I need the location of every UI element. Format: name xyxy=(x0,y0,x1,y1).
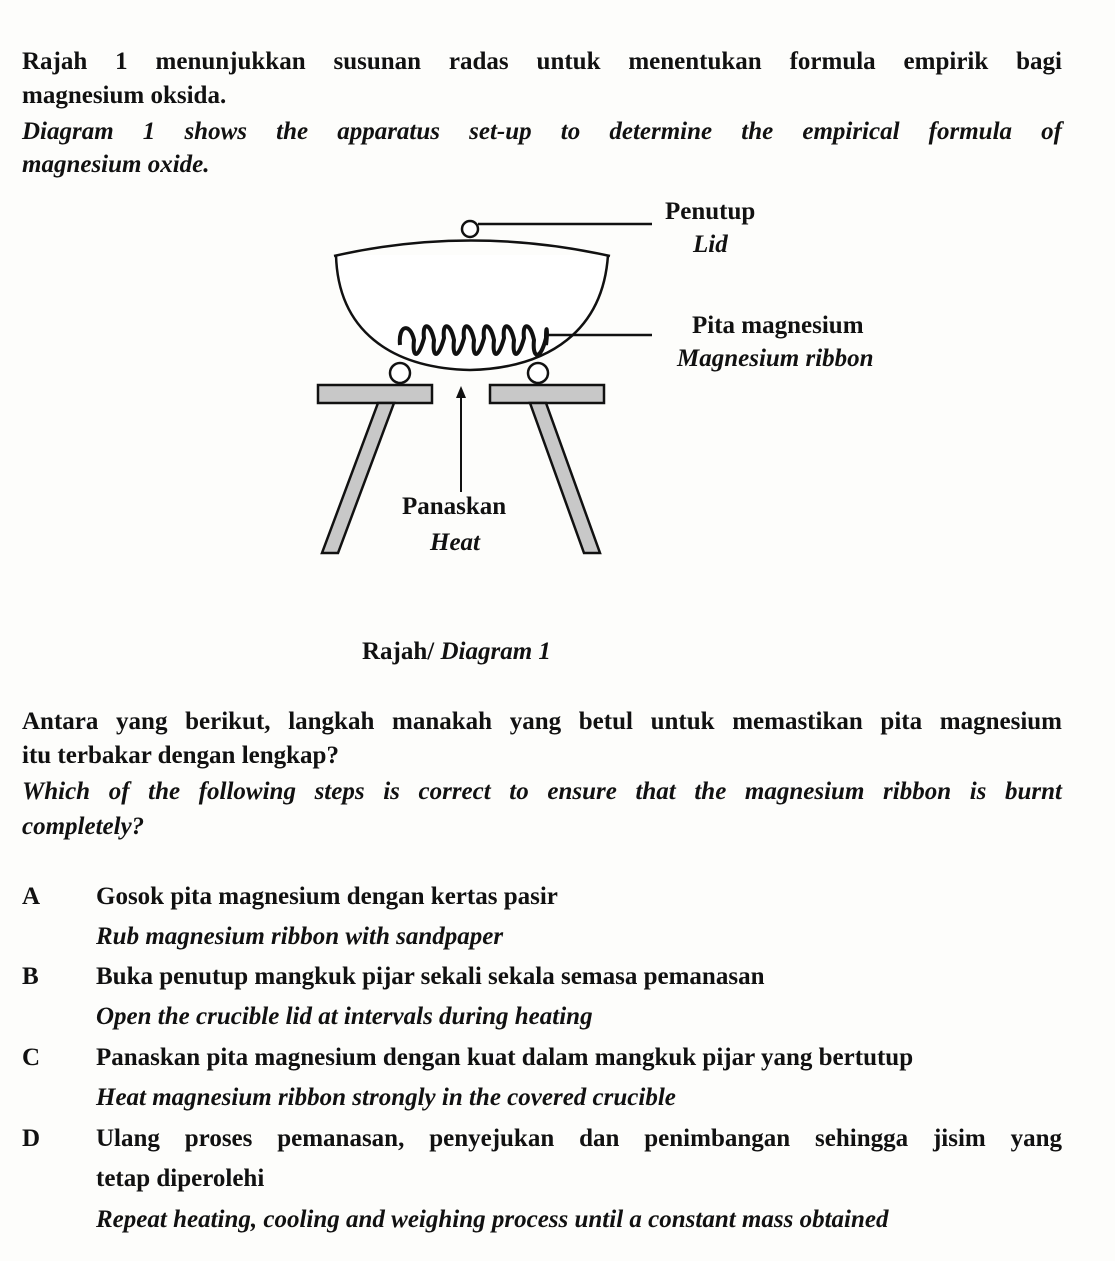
intro-english-line2: magnesium oxide. xyxy=(22,151,210,178)
option-english: Open the crucible lid at intervals during heating xyxy=(96,1003,593,1030)
option-english: Heat magnesium ribbon strongly in the covered crucible xyxy=(96,1084,676,1111)
ribbon-label-english: Magnesium ribbon xyxy=(677,345,874,372)
option-malay: Gosok pita magnesium dengan kertas pasir xyxy=(96,883,558,910)
pipeclay-ring-right xyxy=(528,363,548,383)
option-malay: Panaskan pita magnesium dengan kuat dalam mangkuk pijar yang bertutup xyxy=(96,1044,914,1071)
lid-knob xyxy=(462,221,478,237)
diagram-caption xyxy=(362,637,551,667)
lid-label-malay: Penutup xyxy=(665,198,756,225)
option-malay: Buka penutup mangkuk pijar sekali sekala semasa pemanasan xyxy=(96,963,765,990)
heat-label-malay: Panaskan xyxy=(402,493,507,520)
lid-label-english: Lid xyxy=(693,231,728,258)
option-letter: A xyxy=(22,883,41,910)
option-english: Repeat heating, cooling and weighing process until a constant mass obtained xyxy=(96,1206,889,1233)
option-malay-line1: Ulang proses pemanasan, penyejukan dan penimbangan sehingga jisim yang xyxy=(96,1125,1062,1152)
tripod-top-left xyxy=(318,385,432,403)
pipeclay-ring-left xyxy=(390,363,410,383)
ribbon-label-malay: Pita magnesium xyxy=(692,312,864,339)
intro-malay-line1: Rajah 1 menunjukkan susunan radas untuk menentukan formula empirik bagi xyxy=(22,48,1062,75)
question-english-line2: completely? xyxy=(22,813,145,840)
option-english: Rub magnesium ribbon with sandpaper xyxy=(96,923,504,950)
option-letter: B xyxy=(22,963,39,990)
heat-arrow-head xyxy=(456,386,466,398)
caption-malay: Rajah/ xyxy=(362,638,435,665)
crucible-bowl xyxy=(336,255,608,370)
intro-english-line1: Diagram 1 shows the apparatus set-up to determine the empirical formula of xyxy=(22,118,1062,145)
question-english-line1: Which of the following steps is correct to ensure that the magnesium ribbon is burnt xyxy=(22,778,1062,805)
intro-malay-line2: magnesium oksida. xyxy=(22,82,227,109)
tripod-leg-left xyxy=(322,403,394,553)
option-malay-line2: tetap diperolehi xyxy=(96,1165,265,1192)
tripod-top-right xyxy=(490,385,604,403)
tripod-leg-right xyxy=(530,403,600,553)
option-letter: C xyxy=(22,1044,41,1071)
heat-label-english: Heat xyxy=(430,529,480,556)
question-malay-line1: Antara yang berikut, langkah manakah yang betul untuk memastikan pita magnesium xyxy=(22,708,1062,735)
option-letter: D xyxy=(22,1125,41,1152)
question-malay-line2: itu terbakar dengan lengkap? xyxy=(22,742,339,769)
crucible-lid xyxy=(334,241,610,257)
caption-english: Diagram 1 xyxy=(440,638,551,665)
